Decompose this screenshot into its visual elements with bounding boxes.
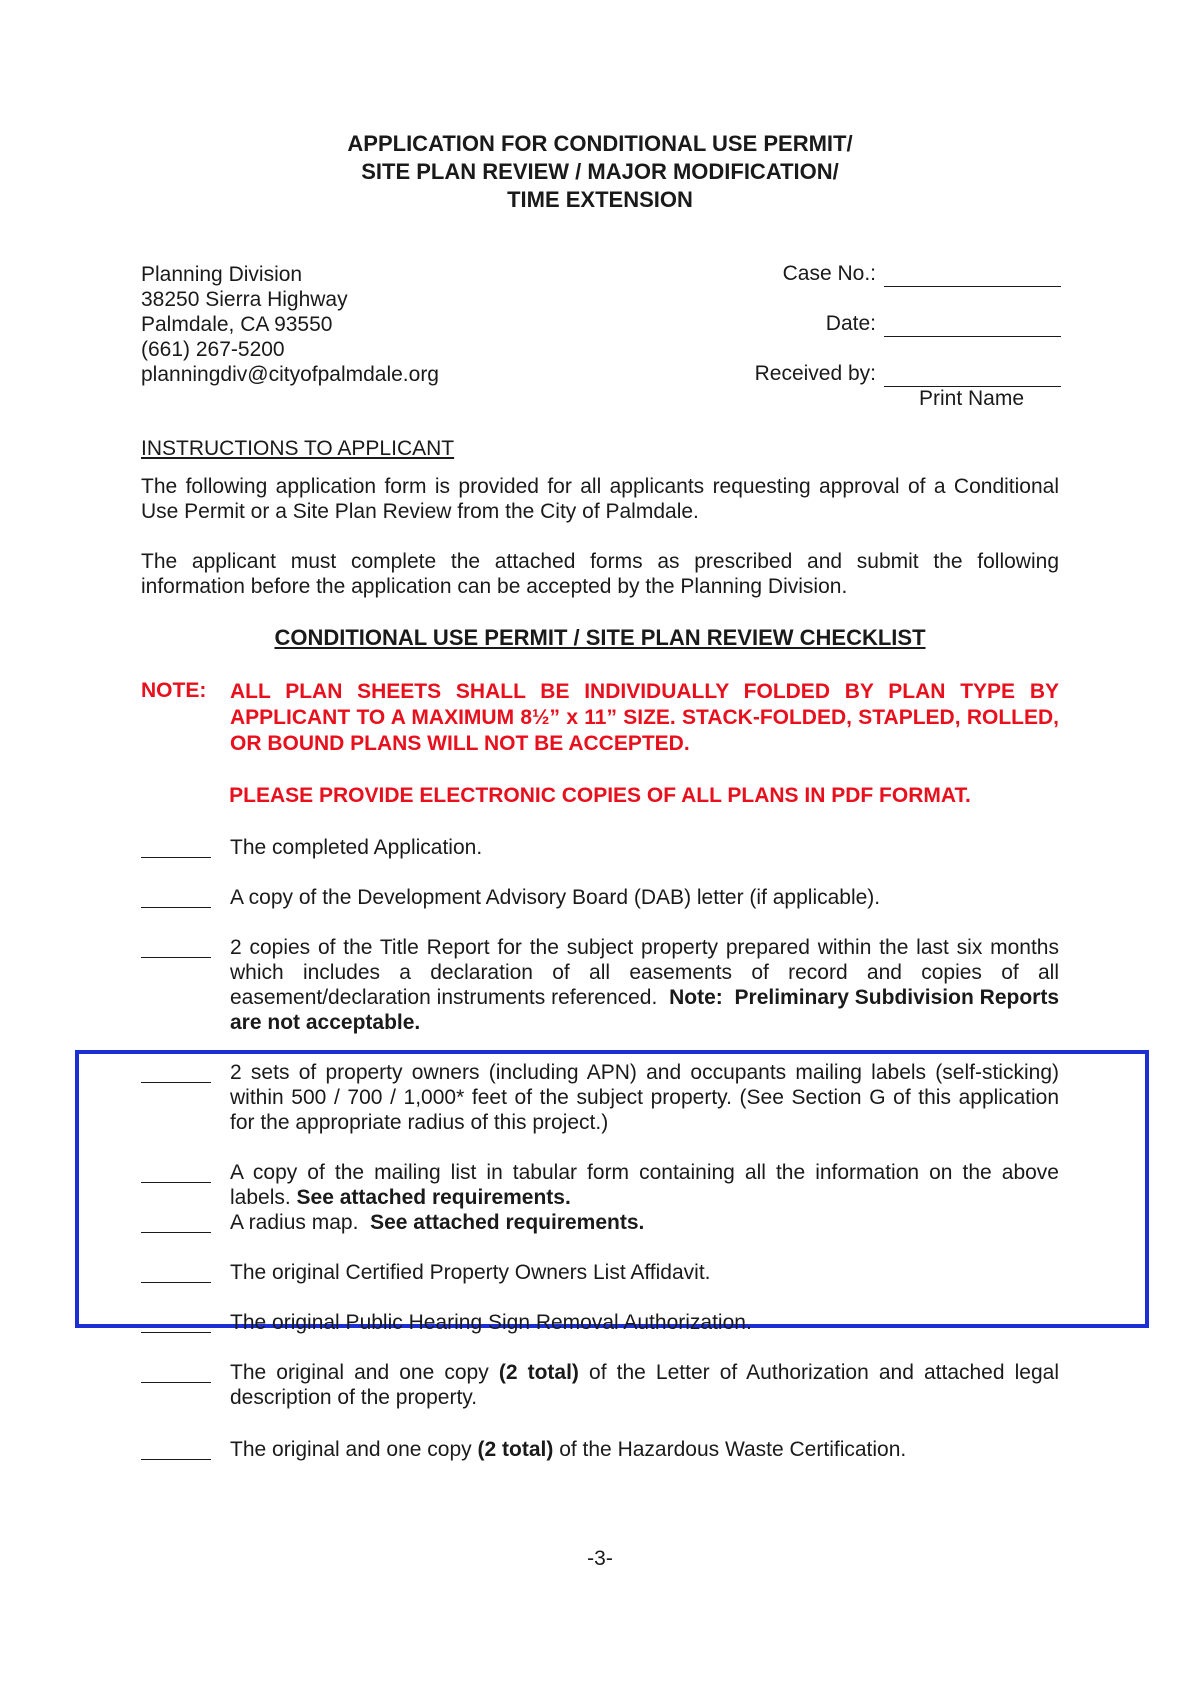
checklist-item-dab-letter: A copy of the Development Advisory Board (DAB) letter (if applicable). [230, 886, 881, 909]
radius-map-text: A radius map. [230, 1211, 359, 1234]
instructions-paragraph-1: The following application form is provided for all applicants requesting approval of a Conditional Use Permit or a Site Plan Review from the City of Palmdale. [141, 475, 1059, 523]
address-block [141, 262, 439, 387]
email-address: planningdiv@cityofpalmdale.org [141, 363, 439, 386]
mailing-list-text: A copy of the mailing list in tabular form containing all the information on the above labels. [230, 1161, 1059, 1209]
letter-auth-total: (2 total) [498, 1361, 579, 1384]
title-report-note-label: Note: [669, 986, 723, 1009]
checkbox-blank[interactable] [141, 907, 211, 908]
checkbox-blank[interactable] [141, 1082, 211, 1083]
case-no-field[interactable] [884, 266, 1061, 287]
checklist-item-letter-authorization [230, 1360, 1059, 1410]
checkbox-blank[interactable] [141, 857, 211, 858]
date-field[interactable] [884, 316, 1061, 337]
received-by-label: Received by: [754, 362, 876, 385]
title-line-2: SITE PLAN REVIEW / MAJOR MODIFICATION/ [361, 159, 839, 184]
radius-map-requirements: See attached requirements. [370, 1211, 645, 1234]
checklist-title: CONDITIONAL USE PERMIT / SITE PLAN REVIEW CHECKLIST [274, 625, 926, 650]
checklist-item-sign-removal: The original Public Hearing Sign Removal Authorization. [230, 1311, 752, 1334]
checkbox-blank[interactable] [141, 1459, 211, 1460]
mailing-list-requirements: See attached requirements. [296, 1186, 571, 1209]
checklist-item-mailing-labels: 2 sets of property owners (including APN) and occupants mailing labels (self-sticking) within 500 / 700 / 1,000* feet of the subject property. (See Section G of this application for the appropriate radius of this project.) [230, 1061, 1059, 1134]
city-state-zip: Palmdale, CA 93550 [141, 313, 333, 336]
print-name-label: Print Name [919, 387, 1025, 410]
document-title [0, 130, 1200, 214]
checkbox-blank[interactable] [141, 1382, 211, 1383]
instructions-heading: INSTRUCTIONS TO APPLICANT [141, 437, 455, 460]
checkbox-blank[interactable] [141, 957, 211, 958]
hazard-total: (2 total) [477, 1438, 554, 1461]
case-no-label: Case No.: [782, 262, 876, 285]
checklist-item-hazardous-waste [230, 1437, 1059, 1462]
received-by-field[interactable] [884, 366, 1061, 387]
pdf-notice: PLEASE PROVIDE ELECTRONIC COPIES OF ALL PLANS IN PDF FORMAT. [229, 784, 971, 807]
checkbox-blank[interactable] [141, 1182, 211, 1183]
note-text: ALL PLAN SHEETS SHALL BE INDIVIDUALLY FOLDED BY PLAN TYPE BY APPLICANT TO A MAXIMUM 8½” x 11” SIZE. STACK-FOLDED, STAPLED, ROLLED, OR BOUND PLANS WILL NOT BE ACCEPTED. [230, 680, 1059, 755]
checklist-item-owners-affidavit: The original Certified Property Owners List Affidavit. [230, 1261, 711, 1284]
title-report-note-text: Preliminary Subdivision Reports are not acceptable. [230, 986, 1060, 1034]
checklist-item-radius-map [230, 1210, 1059, 1235]
checklist-item-application: The completed Application. [230, 836, 483, 859]
letter-auth-text-after: of the Letter of Authorization and attached legal description of the property. [230, 1361, 1060, 1409]
division-name: Planning Division [141, 263, 303, 286]
letter-auth-text-before: The original and one copy [230, 1361, 489, 1384]
checkbox-blank[interactable] [141, 1282, 211, 1283]
date-label: Date: [825, 312, 876, 335]
page-number: -3- [587, 1547, 613, 1570]
checklist-item-mailing-list [230, 1160, 1059, 1210]
title-line-3: TIME EXTENSION [507, 187, 693, 212]
instructions-paragraph-2: The applicant must complete the attached forms as prescribed and submit the following information before the application can be accepted by the Planning Division. [141, 550, 1059, 598]
hazard-text-before: The original and one copy [230, 1438, 472, 1461]
street-address: 38250 Sierra Highway [141, 288, 348, 311]
checklist-item-title-report [230, 935, 1059, 1035]
note-label: NOTE: [141, 679, 207, 702]
phone-number: (661) 267-5200 [141, 338, 285, 361]
checkbox-blank[interactable] [141, 1332, 211, 1333]
checkbox-blank[interactable] [141, 1232, 211, 1233]
title-report-text: 2 copies of the Title Report for the subject property prepared within the last six months which includes a declaration of all easements of record and copies of all easement/declaration instruments referenced. [230, 936, 1059, 1009]
hazard-text-after: of the Hazardous Waste Certification. [559, 1438, 907, 1461]
title-line-1: APPLICATION FOR CONDITIONAL USE PERMIT/ [347, 131, 853, 156]
